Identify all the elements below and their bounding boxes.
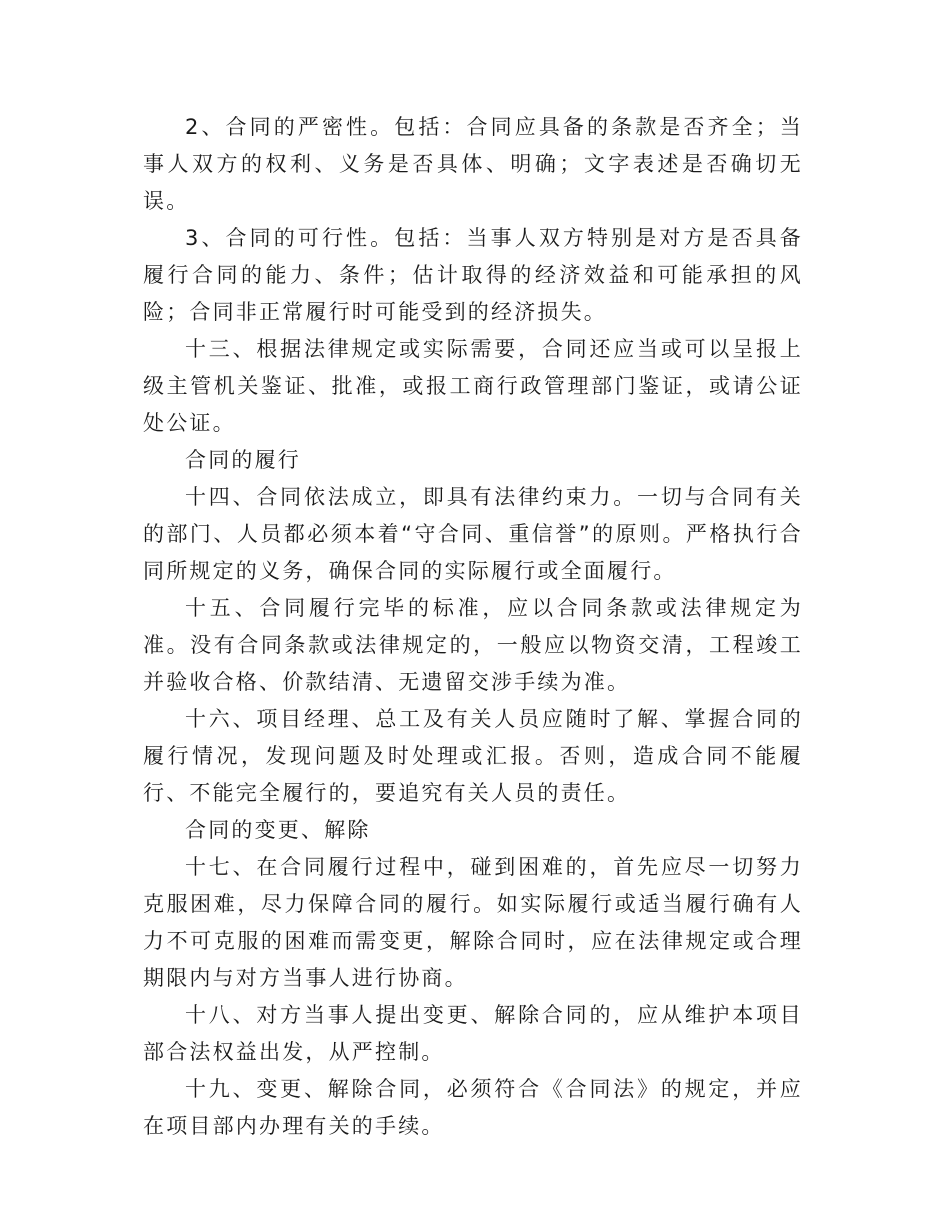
paragraph-article-14: 十四、合同依法成立，即具有法律约束力。一切与合同有关的部门、人员都必须本着“守合同、重信誉”的原则。严格执行合同所规定的义务，确保合同的实际履行或全面履行。 <box>143 485 803 583</box>
section-heading-change-termination: 合同的变更、解除 <box>185 818 371 842</box>
paragraph-article-19: 十九、变更、解除合同，必须符合《合同法》的规定，并应在项目部内办理有关的手续。 <box>143 1077 803 1138</box>
paragraph-article-15: 十五、合同履行完毕的标准，应以合同条款或法律规定为准。没有合同条款或法律规定的，一般应以物资交清，工程竣工并验收合格、价款结清、无遗留交涉手续为准。 <box>143 596 803 694</box>
paragraph-article-16: 十六、项目经理、总工及有关人员应随时了解、掌握合同的履行情况，发现问题及时处理或汇报。否则，造成合同不能履行、不能完全履行的，要追究有关人员的责任。 <box>143 707 803 805</box>
paragraph-article-18: 十八、对方当事人提出变更、解除合同的，应从维护本项目部合法权益出发，从严控制。 <box>143 1003 803 1064</box>
paragraph-article-17: 十七、在合同履行过程中，碰到困难的，首先应尽一切努力克服困难，尽力保障合同的履行。如实际履行或适当履行确有人力不可克服的困难而需变更，解除合同时，应在法律规定或合理期限内与对方当事人进行协商。 <box>143 855 803 990</box>
paragraph-contract-rigor: 2、合同的严密性。包括：合同应具备的条款是否齐全；当事人双方的权利、义务是否具体、明确；文字表述是否确切无误。 <box>143 115 803 213</box>
section-heading-performance: 合同的履行 <box>185 448 301 472</box>
document-body <box>143 109 803 1145</box>
paragraph-contract-feasibility: 3、合同的可行性。包括：当事人双方特别是对方是否具备履行合同的能力、条件；估计取得的经济效益和可能承担的风险；合同非正常履行时可能受到的经济损失。 <box>143 226 803 324</box>
paragraph-article-13: 十三、根据法律规定或实际需要，合同还应当或可以呈报上级主管机关鉴证、批准，或报工商行政管理部门鉴证，或请公证处公证。 <box>143 337 803 435</box>
